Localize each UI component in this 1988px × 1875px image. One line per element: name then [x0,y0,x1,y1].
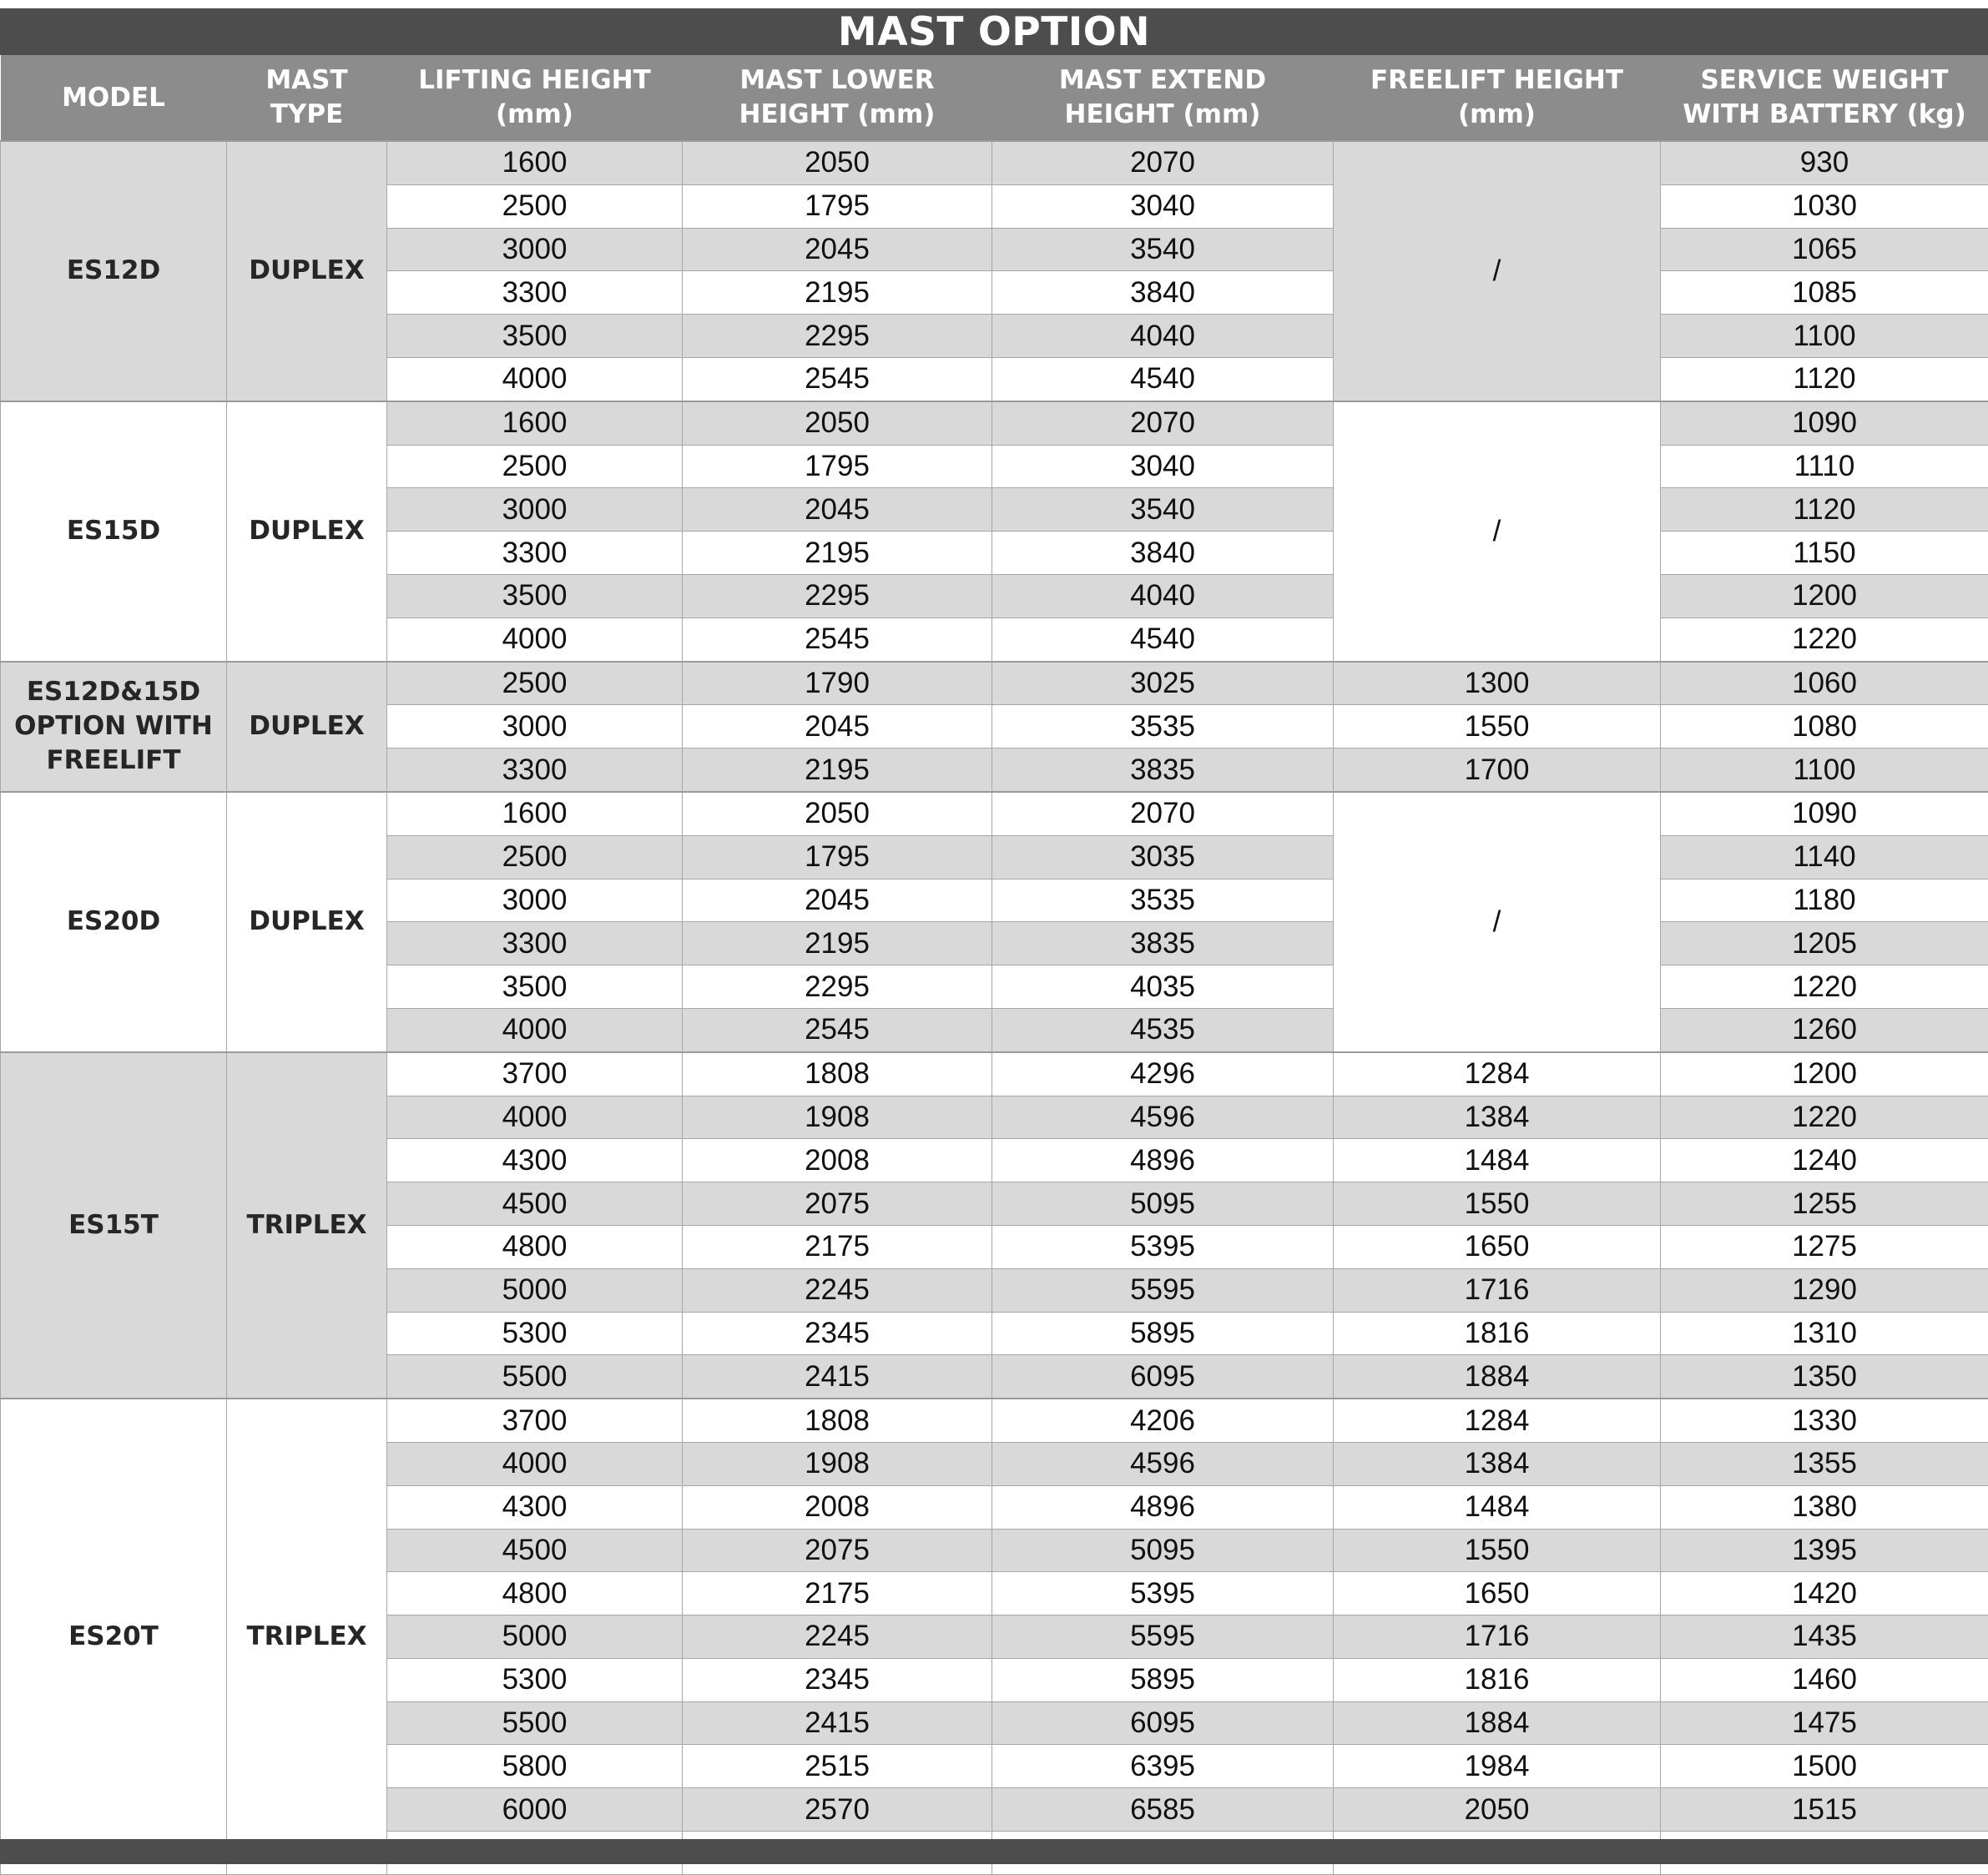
mast-lower-height-cell: 2245 [683,1268,992,1312]
freelift-height-cell: 1716 [1334,1615,1661,1659]
freelift-height-cell: 1650 [1334,1572,1661,1615]
mast-lower-height-cell: 2008 [683,1139,992,1182]
service-weight-cell: 1240 [1661,1139,1988,1182]
mast-lower-height-cell: 2515 [683,1745,992,1788]
mast-lower-height-cell: 2195 [683,748,992,792]
mast-lower-height-cell: 2050 [683,792,992,835]
header-mast-type: MAST TYPE [227,55,387,141]
lifting-height-cell: 3300 [387,271,683,315]
freelift-height-cell: 1384 [1334,1096,1661,1139]
table-row [1,1399,1988,1442]
lifting-height-cell: 4000 [387,1096,683,1139]
mast-type-cell: DUPLEX [227,141,387,401]
service-weight-cell: 1290 [1661,1268,1988,1312]
freelift-height-cell: 1300 [1334,662,1661,705]
service-weight-cell: 1395 [1661,1529,1988,1572]
mast-lower-height-cell: 2295 [683,574,992,617]
mast-lower-height-cell: 2345 [683,1312,992,1355]
mast-extend-height-cell: 4896 [992,1139,1334,1182]
mast-type-cell: DUPLEX [227,401,387,662]
mast-lower-height-cell: 2075 [683,1529,992,1572]
mast-extend-height-cell: 3840 [992,271,1334,315]
lifting-height-cell: 5500 [387,1701,683,1745]
service-weight-cell: 1260 [1661,1008,1988,1051]
lifting-height-cell: 1600 [387,401,683,445]
freelift-height-cell: 1284 [1334,1052,1661,1096]
model-label: OPTION WITH [14,711,213,741]
service-weight-cell: 1220 [1661,965,1988,1009]
mast-option-table [0,55,1988,1875]
freelift-height-cell: 1650 [1334,1225,1661,1268]
freelift-height-cell: 2050 [1334,1788,1661,1832]
service-weight-cell: 1420 [1661,1572,1988,1615]
mast-lower-height-cell: 2045 [683,705,992,748]
mast-lower-height-cell: 2345 [683,1658,992,1701]
lifting-height-cell: 4500 [387,1529,683,1572]
freelift-height-cell: 1884 [1334,1701,1661,1745]
lifting-height-cell: 5300 [387,1658,683,1701]
mast-extend-height-cell: 4535 [992,1008,1334,1051]
mast-extend-height-cell: 5395 [992,1225,1334,1268]
service-weight-cell: 1180 [1661,879,1988,922]
service-weight-cell: 1080 [1661,705,1988,748]
lifting-height-cell: 4800 [387,1225,683,1268]
freelift-height-cell: 1816 [1334,1312,1661,1355]
mast-lower-height-cell: 1795 [683,184,992,228]
mast-extend-height-cell: 6395 [992,1745,1334,1788]
model-cell [1,141,227,401]
service-weight-cell: 1460 [1661,1658,1988,1701]
freelift-height-cell: 1484 [1334,1139,1661,1182]
lifting-height-cell: 5500 [387,1355,683,1399]
mast-extend-height-cell: 4540 [992,617,1334,661]
mast-extend-height-cell: 3035 [992,835,1334,879]
bottom-bar [0,1839,1988,1864]
model-label: ES12D&15D [27,677,200,707]
service-weight-cell: 1355 [1661,1442,1988,1485]
service-weight-cell: 1090 [1661,792,1988,835]
header-freelift-height: FREELIFT HEIGHT (mm) [1334,55,1661,141]
mast-extend-height-cell: 3040 [992,445,1334,488]
mast-type-cell: DUPLEX [227,792,387,1052]
model-label: ES15T [68,1210,159,1240]
model-cell [1,1052,227,1399]
mast-extend-height-cell: 3835 [992,748,1334,792]
service-weight-cell: 1275 [1661,1225,1988,1268]
service-weight-cell: 1200 [1661,1052,1988,1096]
mast-lower-height-cell: 2295 [683,315,992,358]
mast-extend-height-cell: 2070 [992,141,1334,184]
table-row [1,1052,1988,1096]
header-model: MODEL [1,55,227,141]
mast-lower-height-cell: 1790 [683,662,992,705]
service-weight-cell: 1220 [1661,1096,1988,1139]
lifting-height-cell: 5000 [387,1615,683,1659]
table-row [1,141,1988,184]
mast-extend-height-cell: 3835 [992,922,1334,965]
model-cell [1,1399,227,1874]
mast-extend-height-cell: 5095 [992,1529,1334,1572]
mast-extend-height-cell: 4296 [992,1052,1334,1096]
lifting-height-cell: 3300 [387,532,683,575]
service-weight-cell: 1330 [1661,1399,1988,1442]
table-title: MAST OPTION [0,8,1988,55]
service-weight-cell: 1110 [1661,445,1988,488]
mast-extend-height-cell: 4206 [992,1399,1334,1442]
mast-lower-height-cell: 2245 [683,1615,992,1659]
mast-extend-height-cell: 6095 [992,1355,1334,1399]
lifting-height-cell: 1600 [387,141,683,184]
service-weight-cell: 1120 [1661,488,1988,532]
lifting-height-cell: 5800 [387,1745,683,1788]
mast-lower-height-cell: 2415 [683,1355,992,1399]
mast-extend-height-cell: 6585 [992,1788,1334,1832]
mast-extend-height-cell: 4596 [992,1096,1334,1139]
mast-lower-height-cell: 2045 [683,488,992,532]
table-row [1,662,1988,705]
lifting-height-cell: 6000 [387,1788,683,1832]
freelift-height-cell: 1550 [1334,1529,1661,1572]
model-label: FREELIFT [46,745,180,775]
lifting-height-cell: 2500 [387,445,683,488]
service-weight-cell: 1350 [1661,1355,1988,1399]
mast-extend-height-cell: 3840 [992,532,1334,575]
lifting-height-cell: 4000 [387,1442,683,1485]
service-weight-cell: 1100 [1661,748,1988,792]
mast-type-cell: DUPLEX [227,662,387,792]
header-mast-extend-height: MAST EXTEND HEIGHT (mm) [992,55,1334,141]
lifting-height-cell: 4500 [387,1182,683,1226]
lifting-height-cell: 1600 [387,792,683,835]
lifting-height-cell: 3000 [387,228,683,271]
mast-extend-height-cell: 5895 [992,1312,1334,1355]
mast-lower-height-cell: 2050 [683,401,992,445]
mast-lower-height-cell: 2545 [683,617,992,661]
mast-type-cell: TRIPLEX [227,1052,387,1399]
mast-lower-height-cell: 2195 [683,922,992,965]
lifting-height-cell: 2500 [387,184,683,228]
lifting-height-cell: 4300 [387,1485,683,1529]
mast-extend-height-cell: 5595 [992,1268,1334,1312]
mast-extend-height-cell: 4896 [992,1485,1334,1529]
mast-extend-height-cell: 4040 [992,574,1334,617]
lifting-height-cell: 3000 [387,488,683,532]
mast-lower-height-cell: 2008 [683,1485,992,1529]
mast-lower-height-cell: 2295 [683,965,992,1009]
freelift-height-cell: 1550 [1334,1182,1661,1226]
lifting-height-cell: 2500 [387,662,683,705]
lifting-height-cell: 4000 [387,357,683,401]
service-weight-cell: 1380 [1661,1485,1988,1529]
mast-extend-height-cell: 3535 [992,705,1334,748]
mast-lower-height-cell: 2195 [683,271,992,315]
service-weight-cell: 1255 [1661,1182,1988,1226]
model-label: ES15D [67,516,160,546]
lifting-height-cell: 4300 [387,1139,683,1182]
lifting-height-cell: 3300 [387,748,683,792]
freelift-height-cell: / [1334,401,1661,662]
lifting-height-cell: 5000 [387,1268,683,1312]
mast-option-sheet [0,8,1988,1864]
mast-lower-height-cell: 2175 [683,1572,992,1615]
table-row [1,401,1988,445]
header-row [1,55,1988,141]
header-mast-lower-height: MAST LOWER HEIGHT (mm) [683,55,992,141]
mast-extend-height-cell: 6095 [992,1701,1334,1745]
model-cell [1,662,227,792]
mast-extend-height-cell: 3040 [992,184,1334,228]
mast-lower-height-cell: 1795 [683,835,992,879]
mast-extend-height-cell: 3540 [992,228,1334,271]
service-weight-cell: 1435 [1661,1615,1988,1659]
freelift-height-cell: / [1334,792,1661,1052]
service-weight-cell: 930 [1661,141,1988,184]
mast-lower-height-cell: 1908 [683,1096,992,1139]
mast-lower-height-cell: 2545 [683,357,992,401]
freelift-height-cell: 1484 [1334,1485,1661,1529]
service-weight-cell: 1220 [1661,617,1988,661]
model-label: ES20D [67,906,160,936]
mast-extend-height-cell: 5895 [992,1658,1334,1701]
service-weight-cell: 1100 [1661,315,1988,358]
lifting-height-cell: 2500 [387,835,683,879]
freelift-height-cell: / [1334,141,1661,401]
model-label: ES20T [68,1621,159,1651]
mast-lower-height-cell: 2195 [683,532,992,575]
mast-lower-height-cell: 2045 [683,879,992,922]
mast-extend-height-cell: 4040 [992,315,1334,358]
freelift-height-cell: 1384 [1334,1442,1661,1485]
mast-lower-height-cell: 2545 [683,1008,992,1051]
service-weight-cell: 1515 [1661,1788,1988,1832]
freelift-height-cell: 1816 [1334,1658,1661,1701]
service-weight-cell: 1475 [1661,1701,1988,1745]
header-lifting-height: LIFTING HEIGHT (mm) [387,55,683,141]
freelift-height-cell: 1716 [1334,1268,1661,1312]
lifting-height-cell: 4000 [387,1008,683,1051]
header-service-weight: SERVICE WEIGHT WITH BATTERY (kg) [1661,55,1988,141]
mast-extend-height-cell: 5395 [992,1572,1334,1615]
lifting-height-cell: 4000 [387,617,683,661]
mast-lower-height-cell: 1808 [683,1399,992,1442]
service-weight-cell: 1030 [1661,184,1988,228]
lifting-height-cell: 4800 [387,1572,683,1615]
service-weight-cell: 1500 [1661,1745,1988,1788]
mast-lower-height-cell: 1795 [683,445,992,488]
mast-lower-height-cell: 1808 [683,1052,992,1096]
mast-extend-height-cell: 5595 [992,1615,1334,1659]
freelift-height-cell: 1550 [1334,705,1661,748]
service-weight-cell: 1085 [1661,271,1988,315]
lifting-height-cell: 5300 [387,1312,683,1355]
model-cell [1,792,227,1052]
service-weight-cell: 1310 [1661,1312,1988,1355]
freelift-height-cell: 1700 [1334,748,1661,792]
service-weight-cell: 1060 [1661,662,1988,705]
freelift-height-cell: 1284 [1334,1399,1661,1442]
mast-extend-height-cell: 3535 [992,879,1334,922]
mast-extend-height-cell: 4035 [992,965,1334,1009]
mast-lower-height-cell: 2075 [683,1182,992,1226]
lifting-height-cell: 3500 [387,965,683,1009]
service-weight-cell: 1150 [1661,532,1988,575]
lifting-height-cell: 3000 [387,879,683,922]
mast-lower-height-cell: 2050 [683,141,992,184]
lifting-height-cell: 3500 [387,315,683,358]
service-weight-cell: 1065 [1661,228,1988,271]
mast-extend-height-cell: 3540 [992,488,1334,532]
mast-lower-height-cell: 2175 [683,1225,992,1268]
freelift-height-cell: 1884 [1334,1355,1661,1399]
mast-extend-height-cell: 3025 [992,662,1334,705]
table-body [1,141,1988,1874]
mast-extend-height-cell: 2070 [992,401,1334,445]
mast-extend-height-cell: 4596 [992,1442,1334,1485]
freelift-height-cell: 1984 [1334,1745,1661,1788]
service-weight-cell: 1120 [1661,357,1988,401]
model-cell [1,401,227,662]
model-label: ES12D [67,255,160,285]
lifting-height-cell: 3500 [387,574,683,617]
service-weight-cell: 1205 [1661,922,1988,965]
mast-lower-height-cell: 2415 [683,1701,992,1745]
mast-lower-height-cell: 2570 [683,1788,992,1832]
mast-lower-height-cell: 1908 [683,1442,992,1485]
table-row [1,792,1988,835]
mast-extend-height-cell: 2070 [992,792,1334,835]
mast-type-cell: TRIPLEX [227,1399,387,1874]
mast-extend-height-cell: 4540 [992,357,1334,401]
lifting-height-cell: 3300 [387,922,683,965]
service-weight-cell: 1140 [1661,835,1988,879]
lifting-height-cell: 3000 [387,705,683,748]
lifting-height-cell: 3700 [387,1052,683,1096]
mast-lower-height-cell: 2045 [683,228,992,271]
service-weight-cell: 1200 [1661,574,1988,617]
service-weight-cell: 1090 [1661,401,1988,445]
lifting-height-cell: 3700 [387,1399,683,1442]
mast-extend-height-cell: 5095 [992,1182,1334,1226]
